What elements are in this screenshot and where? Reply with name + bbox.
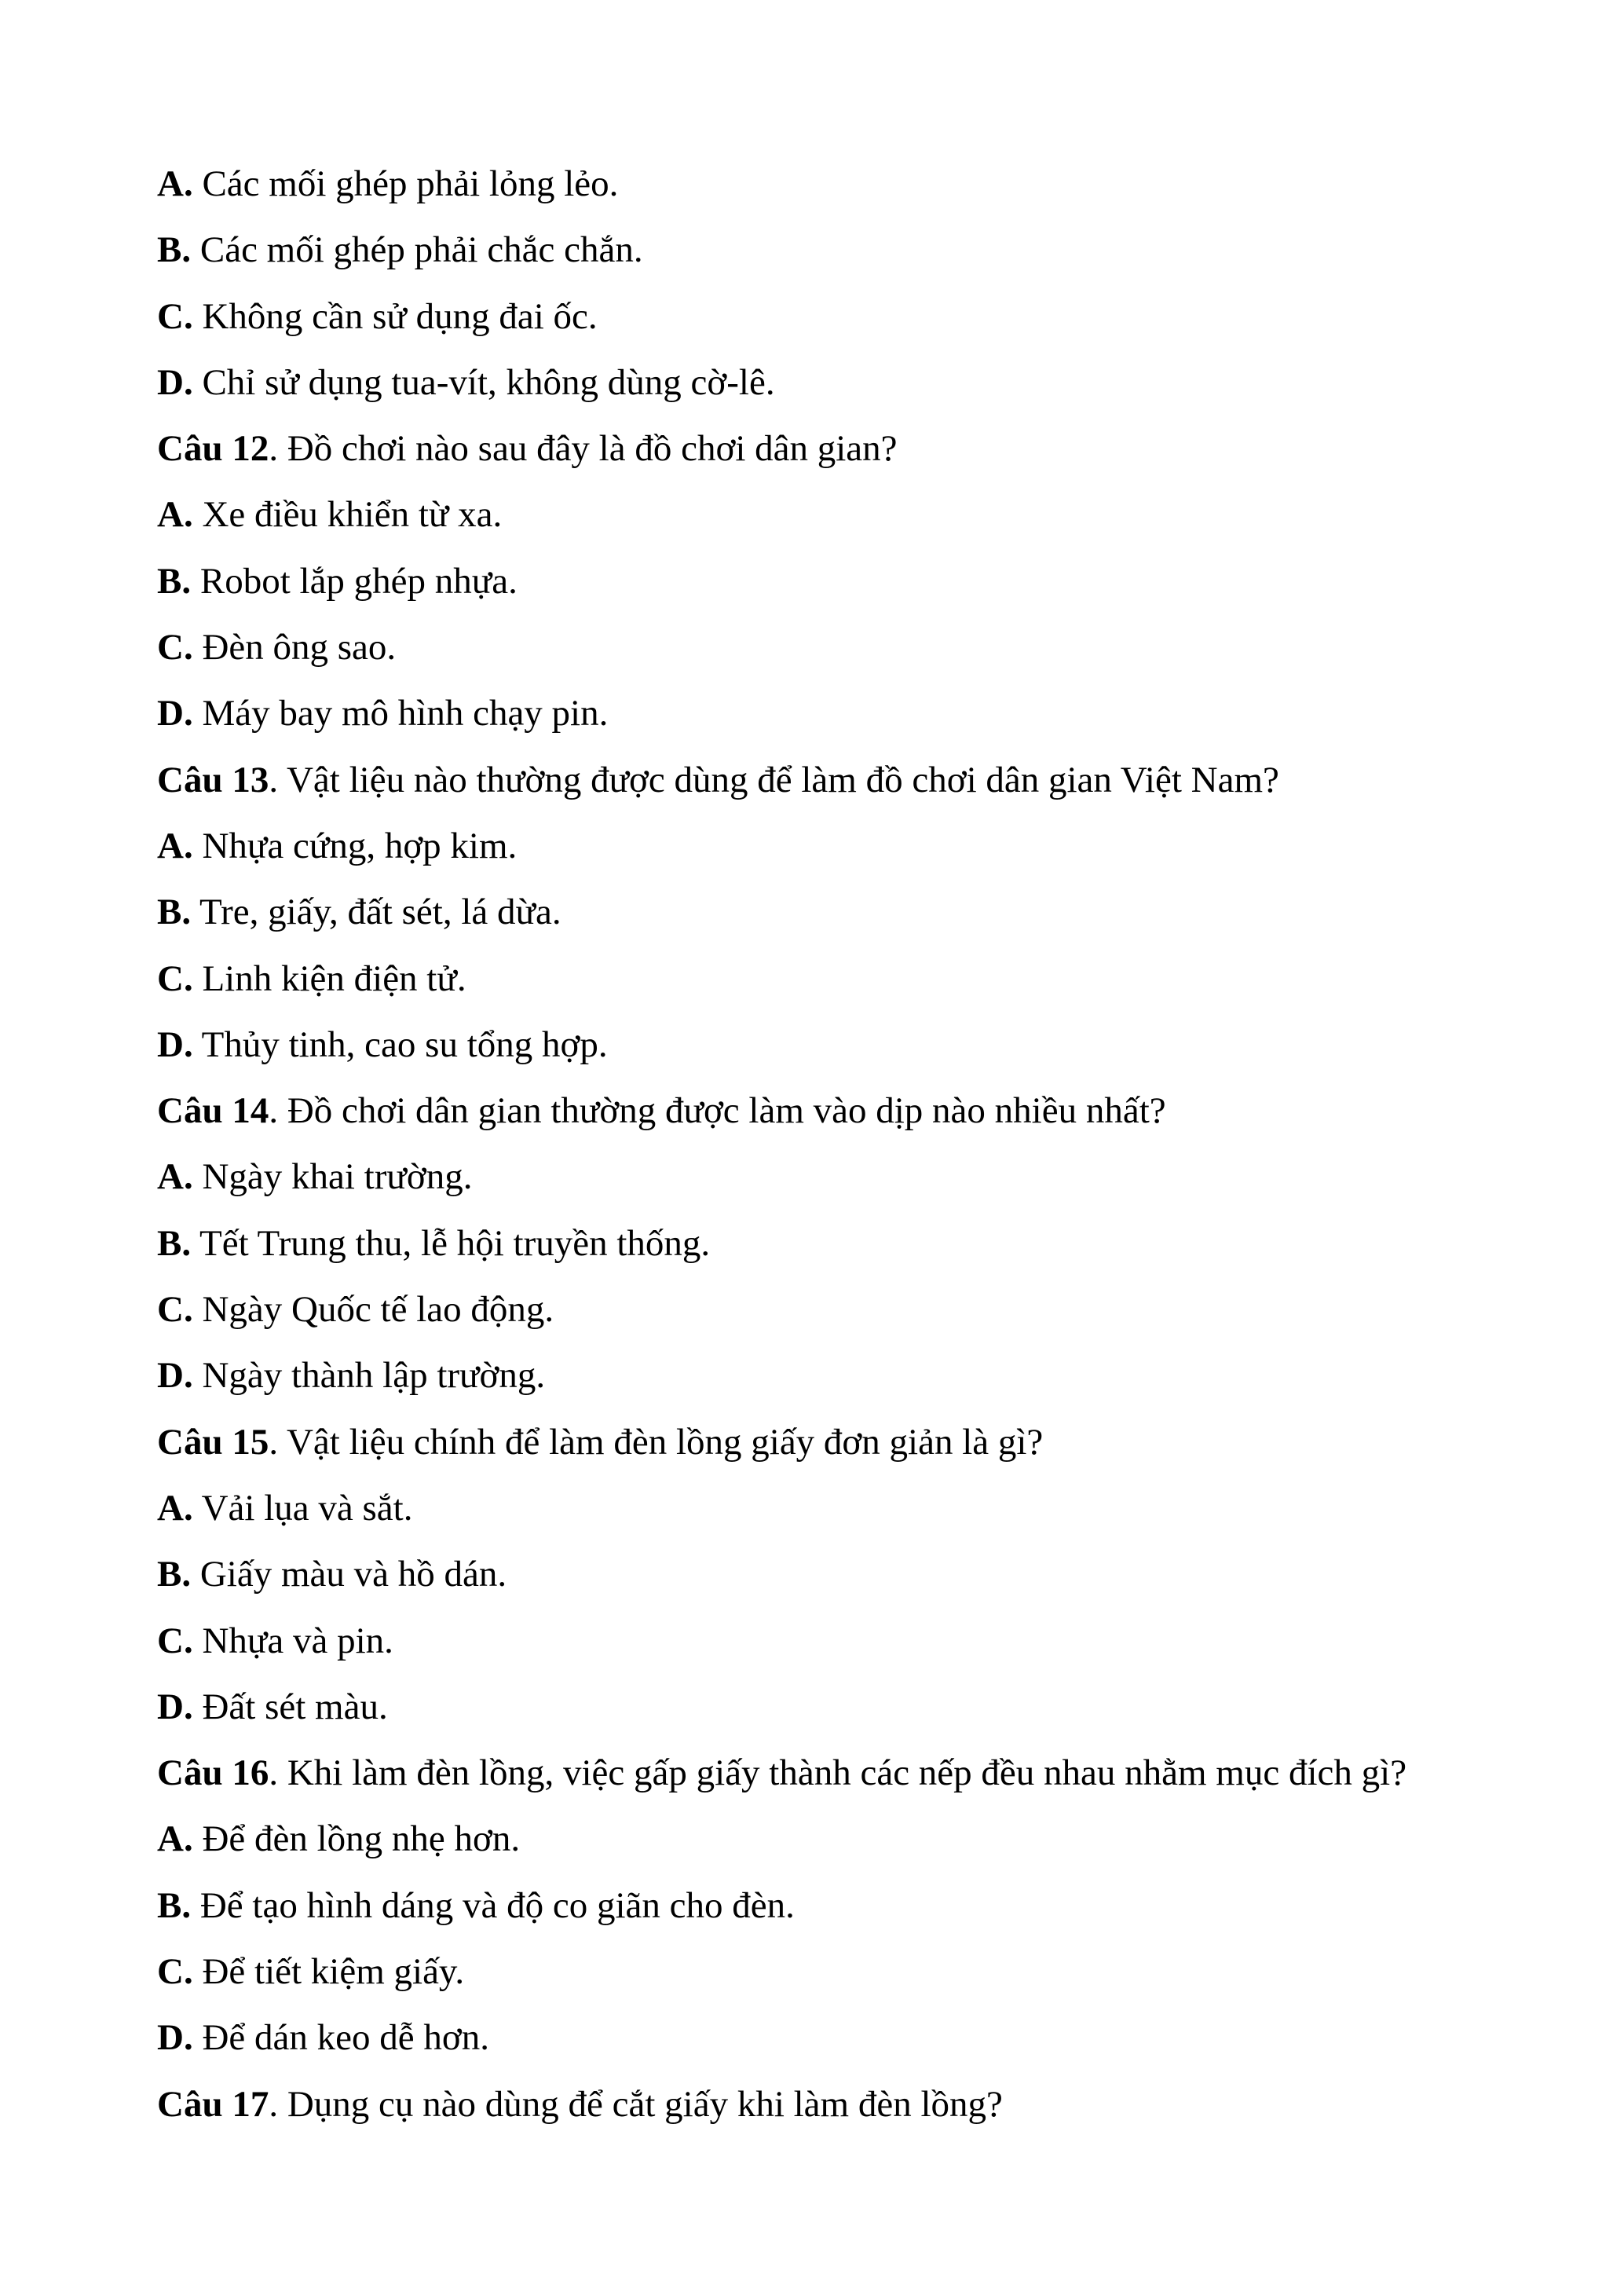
answer-option-d	[157, 1674, 1508, 1740]
option-text: Ngày Quốc tế lao động.	[192, 1289, 554, 1331]
answer-option-a	[157, 1144, 1508, 1210]
option-label: A.	[157, 163, 193, 204]
option-label: A.	[157, 1487, 193, 1529]
answer-option-a	[157, 1475, 1508, 1541]
option-text: Nhựa cứng, hợp kim.	[192, 825, 518, 866]
question-number: Câu 15	[157, 1421, 269, 1463]
question-text: . Vật liệu nào thường được dùng để làm đồ chơi dân gian Việt Nam?	[269, 759, 1279, 800]
answer-option-b	[157, 1541, 1508, 1607]
option-label: D.	[157, 693, 193, 734]
option-label: C.	[157, 295, 193, 337]
option-label: D.	[157, 361, 193, 403]
answer-option-d	[157, 1342, 1508, 1408]
answer-option-b	[157, 1210, 1508, 1276]
option-text: Linh kiện điện tử.	[192, 958, 466, 999]
option-label: B.	[157, 1222, 192, 1264]
option-text: Ngày khai trường.	[192, 1156, 473, 1198]
answer-option-d	[157, 2005, 1508, 2071]
option-label: C.	[157, 958, 193, 999]
answer-option-a	[157, 1806, 1508, 1872]
question-13	[157, 747, 1508, 813]
answer-option-a	[157, 151, 1508, 217]
option-text: Tết Trung thu, lễ hội truyền thống.	[191, 1222, 711, 1264]
option-text: Đất sét màu.	[192, 1686, 388, 1727]
answer-option-a	[157, 482, 1508, 547]
option-text: Để dán keo dễ hơn.	[192, 2017, 489, 2059]
option-text: Để tiết kiệm giấy.	[192, 1951, 465, 1993]
option-label: A.	[157, 1156, 193, 1198]
option-text: Xe điều khiển từ xa.	[192, 494, 503, 536]
option-text: Robot lắp ghép nhựa.	[191, 560, 518, 602]
option-label: B.	[157, 229, 192, 271]
option-label: B.	[157, 560, 192, 602]
option-label: B.	[157, 892, 192, 933]
question-number: Câu 17	[157, 2083, 269, 2125]
option-label: C.	[157, 627, 193, 668]
option-label: C.	[157, 1951, 193, 1993]
question-number: Câu 16	[157, 1752, 269, 1794]
answer-option-c	[157, 614, 1508, 680]
option-text: Các mối ghép phải chắc chắn.	[191, 229, 643, 271]
option-text: Các mối ghép phải lỏng lẻo.	[192, 163, 619, 204]
question-text: . Khi làm đèn lồng, việc gấp giấy thành các nếp đều nhau nhằm mục đích gì?	[269, 1752, 1407, 1794]
option-text: Chỉ sử dụng tua-vít, không dùng cờ-lê.	[192, 361, 775, 403]
question-15	[157, 1409, 1508, 1475]
option-text: Thủy tinh, cao su tổng hợp.	[192, 1023, 608, 1065]
document-page	[157, 151, 1508, 2137]
question-text: . Vật liệu chính để làm đèn lồng giấy đơn giản là gì?	[269, 1421, 1044, 1463]
option-label: B.	[157, 1554, 192, 1595]
question-14	[157, 1078, 1508, 1144]
option-label: A.	[157, 494, 193, 536]
answer-option-d	[157, 350, 1508, 416]
question-text: . Đồ chơi dân gian thường được làm vào dịp nào nhiều nhất?	[269, 1090, 1166, 1132]
option-label: C.	[157, 1620, 193, 1661]
option-text: Giấy màu và hồ dán.	[191, 1554, 507, 1595]
answer-option-b	[157, 879, 1508, 945]
option-label: D.	[157, 1355, 193, 1397]
answer-option-a	[157, 813, 1508, 879]
answer-option-c	[157, 1939, 1508, 2005]
question-16	[157, 1740, 1508, 1806]
option-label: D.	[157, 1023, 193, 1065]
option-text: Ngày thành lập trường.	[192, 1355, 546, 1397]
answer-option-d	[157, 1012, 1508, 1078]
answer-option-b	[157, 217, 1508, 283]
answer-option-c	[157, 1608, 1508, 1674]
answer-option-c	[157, 1276, 1508, 1342]
answer-option-b	[157, 1873, 1508, 1939]
option-text: Đèn ông sao.	[192, 627, 397, 668]
option-text: Vải lụa và sắt.	[192, 1487, 413, 1529]
answer-option-c	[157, 284, 1508, 350]
question-17	[157, 2071, 1508, 2137]
question-number: Câu 12	[157, 428, 269, 470]
question-number: Câu 14	[157, 1090, 269, 1132]
answer-option-b	[157, 548, 1508, 614]
option-label: A.	[157, 1818, 193, 1860]
option-text: Nhựa và pin.	[192, 1620, 393, 1661]
answer-option-c	[157, 946, 1508, 1012]
option-text: Máy bay mô hình chạy pin.	[192, 693, 609, 734]
answer-option-d	[157, 680, 1508, 746]
option-text: Tre, giấy, đất sét, lá dừa.	[191, 892, 561, 933]
question-number: Câu 13	[157, 759, 269, 800]
option-label: A.	[157, 825, 193, 866]
option-text: Để đèn lồng nhẹ hơn.	[192, 1818, 521, 1860]
option-text: Để tạo hình dáng và độ co giãn cho đèn.	[191, 1884, 795, 1926]
option-label: D.	[157, 2017, 193, 2059]
option-label: B.	[157, 1884, 192, 1926]
option-label: C.	[157, 1289, 193, 1331]
option-text: Không cần sử dụng đai ốc.	[192, 295, 598, 337]
question-text: . Đồ chơi nào sau đây là đồ chơi dân gian?	[269, 428, 898, 470]
question-12	[157, 416, 1508, 482]
question-text: . Dụng cụ nào dùng để cắt giấy khi làm đèn lồng?	[269, 2083, 1003, 2125]
option-label: D.	[157, 1686, 193, 1727]
